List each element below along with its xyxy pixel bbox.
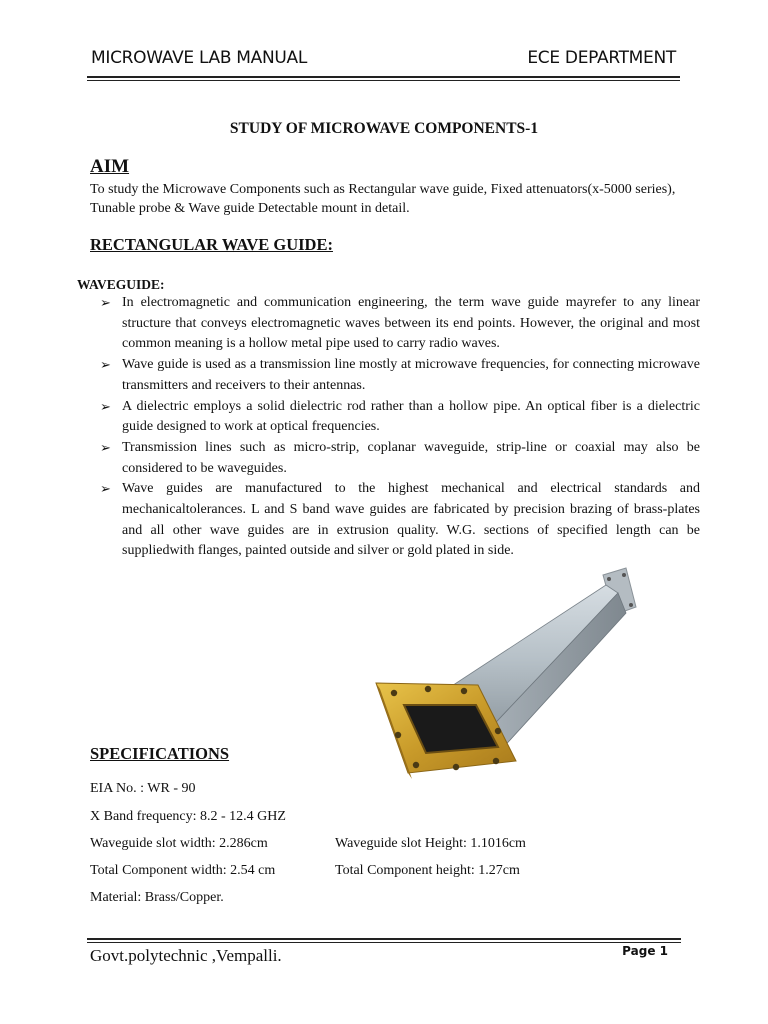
waveguide-bullet-list — [100, 293, 700, 562]
aim-text: To study the Microwave Components such as Rectangular wave guide, Fixed attenuators(x-5000 series), Tunable probe & Wave guide Detectable mount in detail. — [90, 182, 676, 216]
header-left: MICROWAVE LAB MANUAL — [91, 48, 308, 68]
spec-band: X Band frequency: 8.2 - 12.4 GHZ — [90, 809, 286, 824]
spec-total-width: Total Component width: 2.54 cm — [90, 863, 276, 878]
waveguide-image — [368, 565, 703, 785]
arrow-bullet-icon: ➢ — [100, 439, 111, 455]
list-item: ➢ A dielectric employs a solid dielectric rod rather than a hollow pipe. An optical fiber is a dielectric guide designed to work at optical frequencies. — [100, 398, 700, 435]
spec-slot-height: Waveguide slot Height: 1.1016cm — [335, 836, 526, 851]
footer-rule — [87, 938, 681, 940]
header-rule-thin — [87, 80, 680, 81]
arrow-bullet-icon: ➢ — [100, 295, 111, 310]
spec-material: Material: Brass/Copper. — [90, 890, 224, 905]
arrow-bullet-icon: ➢ — [100, 357, 111, 373]
page-title: STUDY OF MICROWAVE COMPONENTS-1 — [229, 120, 539, 137]
spec-slot-width: Waveguide slot width: 2.286cm — [90, 836, 268, 851]
list-item: ➢ In electromagnetic and communication engineering, the term wave guide mayrefer to any linear structure that conveys electromagnetic waves between its end points. However, the original and most common meaning is a hollow metal pipe used to carry radio waves. — [100, 295, 700, 352]
spec-eia: EIA No. : WR - 90 — [90, 781, 196, 796]
header-right: ECE DEPARTMENT — [527, 48, 676, 68]
specifications-heading: SPECIFICATIONS — [90, 744, 230, 763]
list-item: ➢ Wave guides are manufactured to the highest mechanical and electrical standards and mechanicaltolerances. L and S band wave guides are fabricated by precision brazing of brass-plates and all other wave guides are in extrusion quality. W.G. sections of specified length can be suppliedwith flanges, painted outside and silver or gold plated in side. — [100, 481, 700, 559]
header-rule — [87, 76, 680, 78]
waveguide-subheading: WAVEGUIDE: — [77, 277, 165, 292]
rectangular-waveguide-heading: RECTANGULAR WAVE GUIDE: — [90, 235, 333, 254]
footer-institution: Govt.polytechnic ,Vempalli. — [90, 946, 282, 965]
page-number: Page 1 — [622, 944, 668, 958]
spec-total-height: Total Component height: 1.27cm — [335, 863, 520, 878]
footer-rule-thin — [87, 942, 681, 943]
aim-heading: AIM — [90, 156, 130, 177]
list-item: ➢ Wave guide is used as a transmission line mostly at microwave frequencies, for connecting microwave transmitters and receivers to their antennas. — [100, 357, 700, 393]
arrow-bullet-icon: ➢ — [100, 398, 111, 414]
arrow-bullet-icon: ➢ — [100, 481, 111, 497]
list-item: ➢ Transmission lines such as micro-strip, coplanar waveguide, strip-line or coaxial may also be considered to be waveguides. — [100, 439, 700, 476]
